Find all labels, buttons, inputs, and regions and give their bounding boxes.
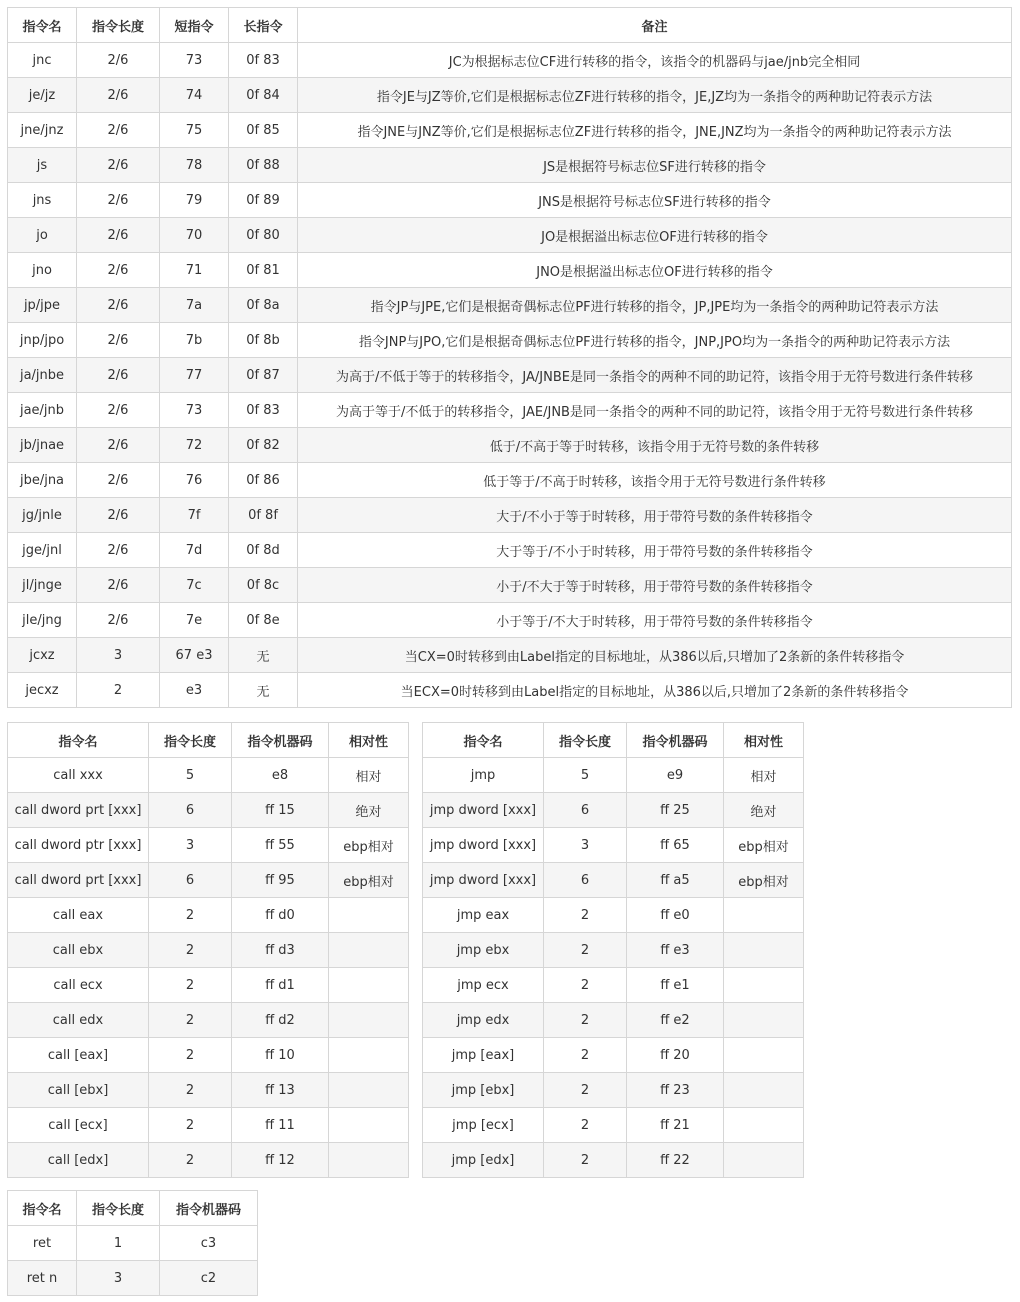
table-cell: call eax xyxy=(8,898,149,933)
table-row xyxy=(8,1226,258,1261)
table-cell: jae/jnb xyxy=(8,393,77,428)
table-cell: jle/jng xyxy=(8,603,77,638)
table-cell xyxy=(724,1073,804,1108)
table-row xyxy=(8,603,1012,638)
table-cell: 7e xyxy=(160,603,229,638)
table-cell: jg/jnle xyxy=(8,498,77,533)
table-cell: jmp [ecx] xyxy=(423,1108,544,1143)
table-cell: 2 xyxy=(77,673,160,708)
table-cell: e8 xyxy=(232,758,329,793)
table-cell xyxy=(724,898,804,933)
table-cell xyxy=(329,1073,409,1108)
table-row xyxy=(423,1073,804,1108)
table-cell: 2/6 xyxy=(77,533,160,568)
jmp-instruction-table xyxy=(422,722,804,1178)
table-cell: 2/6 xyxy=(77,603,160,638)
column-header: 指令长度 xyxy=(77,1191,160,1226)
table-cell: 75 xyxy=(160,113,229,148)
table-cell: 2/6 xyxy=(77,218,160,253)
table-row xyxy=(8,358,1012,393)
column-header: 相对性 xyxy=(724,723,804,758)
table-cell: e3 xyxy=(160,673,229,708)
table-cell: 0f 87 xyxy=(229,358,298,393)
table-cell: ff 15 xyxy=(232,793,329,828)
table-cell: call edx xyxy=(8,1003,149,1038)
table-cell: 2 xyxy=(544,933,627,968)
table-row xyxy=(423,1038,804,1073)
table-cell: 2/6 xyxy=(77,428,160,463)
table-cell: ff 65 xyxy=(627,828,724,863)
table-cell: 0f 8f xyxy=(229,498,298,533)
table-cell: 相对 xyxy=(724,758,804,793)
table-cell: ff 23 xyxy=(627,1073,724,1108)
table-cell: c3 xyxy=(160,1226,258,1261)
column-header: 指令机器码 xyxy=(160,1191,258,1226)
table-cell: jmp edx xyxy=(423,1003,544,1038)
table-cell: 相对 xyxy=(329,758,409,793)
table-cell: 3 xyxy=(77,1261,160,1296)
table-cell: jmp [eax] xyxy=(423,1038,544,1073)
table-header-row xyxy=(8,8,1012,43)
table-cell: 7c xyxy=(160,568,229,603)
table-row xyxy=(8,673,1012,708)
table-cell: ff d2 xyxy=(232,1003,329,1038)
table-cell: jmp dword [xxx] xyxy=(423,828,544,863)
table-cell: 79 xyxy=(160,183,229,218)
table-cell: 2/6 xyxy=(77,43,160,78)
table-cell: 77 xyxy=(160,358,229,393)
table-cell: 2/6 xyxy=(77,568,160,603)
table-header-row xyxy=(8,1191,258,1226)
call-instruction-table xyxy=(7,722,409,1178)
table-cell: call xxx xyxy=(8,758,149,793)
table-cell: ff e2 xyxy=(627,1003,724,1038)
table-row xyxy=(8,568,1012,603)
table-cell: 绝对 xyxy=(724,793,804,828)
table-cell: ff 55 xyxy=(232,828,329,863)
table-cell: 0f 8b xyxy=(229,323,298,358)
table-cell: 0f 89 xyxy=(229,183,298,218)
table-cell: 6 xyxy=(149,863,232,898)
conditional-jump-table xyxy=(7,7,1012,708)
table-cell: jns xyxy=(8,183,77,218)
table-cell: ret xyxy=(8,1226,77,1261)
table-cell: 0f 83 xyxy=(229,393,298,428)
table-cell: js xyxy=(8,148,77,183)
table-cell: JNO是根据溢出标志位OF进行转移的指令 xyxy=(298,253,1012,288)
table-cell: 2/6 xyxy=(77,393,160,428)
column-header: 指令名 xyxy=(8,1191,77,1226)
table-cell: ff 95 xyxy=(232,863,329,898)
table-row xyxy=(8,898,409,933)
table-cell: jp/jpe xyxy=(8,288,77,323)
table-cell: call dword prt [xxx] xyxy=(8,793,149,828)
table-cell: 76 xyxy=(160,463,229,498)
table-cell: 6 xyxy=(544,863,627,898)
table-cell: 为高于/不低于等于的转移指令，JA/JNBE是同一条指令的两种不同的助记符，该指令用于无符号数进行条件转移 xyxy=(298,358,1012,393)
table-cell: 7a xyxy=(160,288,229,323)
table-cell: 0f 8a xyxy=(229,288,298,323)
table-cell: 2 xyxy=(544,1108,627,1143)
table-cell: 2 xyxy=(149,1038,232,1073)
table-row xyxy=(8,533,1012,568)
table-cell: ff 22 xyxy=(627,1143,724,1178)
table-cell: 当CX=0时转移到由Label指定的目标地址，从386以后,只增加了2条新的条件转移指令 xyxy=(298,638,1012,673)
table-row xyxy=(8,183,1012,218)
table-cell: ff e0 xyxy=(627,898,724,933)
table-cell: ff a5 xyxy=(627,863,724,898)
table-cell: 73 xyxy=(160,393,229,428)
table-cell: 低于/不高于等于时转移，该指令用于无符号数的条件转移 xyxy=(298,428,1012,463)
table-cell: 0f 85 xyxy=(229,113,298,148)
table-row xyxy=(8,933,409,968)
table-cell: 2/6 xyxy=(77,288,160,323)
table-cell: 0f 82 xyxy=(229,428,298,463)
table-cell: 3 xyxy=(149,828,232,863)
table-cell: 7d xyxy=(160,533,229,568)
table-cell: jecxz xyxy=(8,673,77,708)
table-cell: 7f xyxy=(160,498,229,533)
table-cell: 67 e3 xyxy=(160,638,229,673)
table-cell: call ebx xyxy=(8,933,149,968)
table-cell: call [ebx] xyxy=(8,1073,149,1108)
table-cell: 3 xyxy=(77,638,160,673)
table-cell: jnp/jpo xyxy=(8,323,77,358)
table-cell: 70 xyxy=(160,218,229,253)
table-cell: jmp ebx xyxy=(423,933,544,968)
table-cell: 2 xyxy=(149,898,232,933)
table-cell: 0f 84 xyxy=(229,78,298,113)
column-header: 短指令 xyxy=(160,8,229,43)
table-cell: jmp eax xyxy=(423,898,544,933)
table-cell xyxy=(329,898,409,933)
table-row xyxy=(423,758,804,793)
table-cell: 2 xyxy=(544,898,627,933)
table-cell: 2 xyxy=(544,1073,627,1108)
table-cell: ja/jnbe xyxy=(8,358,77,393)
table-cell: 小于/不大于等于时转移，用于带符号数的条件转移指令 xyxy=(298,568,1012,603)
table-row xyxy=(423,898,804,933)
column-header: 指令名 xyxy=(8,723,149,758)
table-cell: JC为根据标志位CF进行转移的指令，该指令的机器码与jae/jnb完全相同 xyxy=(298,43,1012,78)
table-row xyxy=(423,863,804,898)
table-row xyxy=(8,43,1012,78)
table-row xyxy=(8,638,1012,673)
table-cell: ff d3 xyxy=(232,933,329,968)
column-header: 相对性 xyxy=(329,723,409,758)
table-cell: 2 xyxy=(544,968,627,1003)
table-cell: jl/jnge xyxy=(8,568,77,603)
table-cell: jo xyxy=(8,218,77,253)
table-row xyxy=(423,968,804,1003)
table-row xyxy=(8,78,1012,113)
table-cell: jb/jnae xyxy=(8,428,77,463)
table-cell: 78 xyxy=(160,148,229,183)
table-cell: ff 25 xyxy=(627,793,724,828)
table-cell: ebp相对 xyxy=(724,828,804,863)
table-cell: 2/6 xyxy=(77,78,160,113)
column-header: 指令长度 xyxy=(544,723,627,758)
table-row xyxy=(8,148,1012,183)
table-cell: ff d1 xyxy=(232,968,329,1003)
table-cell: 0f 81 xyxy=(229,253,298,288)
table-cell: call [ecx] xyxy=(8,1108,149,1143)
table-cell: 指令JE与JZ等价,它们是根据标志位ZF进行转移的指令，JE,JZ均为一条指令的两种助记符表示方法 xyxy=(298,78,1012,113)
table-row xyxy=(8,323,1012,358)
table-row xyxy=(423,1143,804,1178)
table-cell xyxy=(329,1143,409,1178)
table-cell: 0f 88 xyxy=(229,148,298,183)
table-cell: 当ECX=0时转移到由Label指定的目标地址，从386以后,只增加了2条新的条件转移指令 xyxy=(298,673,1012,708)
table-cell xyxy=(724,968,804,1003)
table-cell: 低于等于/不高于时转移，该指令用于无符号数进行条件转移 xyxy=(298,463,1012,498)
ret-instruction-table xyxy=(7,1190,258,1296)
table-cell: 2 xyxy=(149,1143,232,1178)
table-cell: 0f 8d xyxy=(229,533,298,568)
table-cell: call ecx xyxy=(8,968,149,1003)
table-cell: 6 xyxy=(149,793,232,828)
table-cell: ff 21 xyxy=(627,1108,724,1143)
table-cell: jbe/jna xyxy=(8,463,77,498)
table-cell: 2/6 xyxy=(77,148,160,183)
table-cell: 74 xyxy=(160,78,229,113)
table-row xyxy=(8,1261,258,1296)
table-row xyxy=(423,793,804,828)
table-cell: jmp ecx xyxy=(423,968,544,1003)
table-cell xyxy=(724,1143,804,1178)
table-cell: ebp相对 xyxy=(329,863,409,898)
table-cell: 0f 8e xyxy=(229,603,298,638)
table-cell: 1 xyxy=(77,1226,160,1261)
table-row xyxy=(8,968,409,1003)
table-cell xyxy=(329,968,409,1003)
table-cell: 无 xyxy=(229,638,298,673)
table-cell: 2 xyxy=(149,1108,232,1143)
table-row xyxy=(8,393,1012,428)
table-cell: ff e3 xyxy=(627,933,724,968)
table-cell: 5 xyxy=(149,758,232,793)
table-cell: jno xyxy=(8,253,77,288)
table-cell: 72 xyxy=(160,428,229,463)
table-cell: jmp [edx] xyxy=(423,1143,544,1178)
table-cell: jmp dword [xxx] xyxy=(423,863,544,898)
table-cell: call [edx] xyxy=(8,1143,149,1178)
table-cell: c2 xyxy=(160,1261,258,1296)
table-cell: 2/6 xyxy=(77,463,160,498)
table-cell: 2/6 xyxy=(77,498,160,533)
table-cell: 3 xyxy=(544,828,627,863)
table-row xyxy=(423,1108,804,1143)
table-cell: 5 xyxy=(544,758,627,793)
table-cell: ff 10 xyxy=(232,1038,329,1073)
table-cell: ebp相对 xyxy=(724,863,804,898)
table-cell: ret n xyxy=(8,1261,77,1296)
table-cell: 2/6 xyxy=(77,323,160,358)
table-row xyxy=(8,1003,409,1038)
table-cell: 指令JNE与JNZ等价,它们是根据标志位ZF进行转移的指令，JNE,JNZ均为一条指令的两种助记符表示方法 xyxy=(298,113,1012,148)
table-cell: JS是根据符号标志位SF进行转移的指令 xyxy=(298,148,1012,183)
table-cell: 2 xyxy=(149,933,232,968)
table-cell: jcxz xyxy=(8,638,77,673)
table-cell: jmp [ebx] xyxy=(423,1073,544,1108)
table-header-row xyxy=(423,723,804,758)
table-cell xyxy=(329,1038,409,1073)
table-cell: 6 xyxy=(544,793,627,828)
table-cell: 0f 8c xyxy=(229,568,298,603)
table-cell: 0f 86 xyxy=(229,463,298,498)
table-cell: ff e1 xyxy=(627,968,724,1003)
table-cell: 0f 83 xyxy=(229,43,298,78)
table-row xyxy=(8,1038,409,1073)
table-row xyxy=(8,253,1012,288)
table-cell: 绝对 xyxy=(329,793,409,828)
table-cell: 2/6 xyxy=(77,358,160,393)
table-cell: ff d0 xyxy=(232,898,329,933)
table-cell: 73 xyxy=(160,43,229,78)
table-row xyxy=(423,1003,804,1038)
table-row xyxy=(8,218,1012,253)
table-cell: jmp dword [xxx] xyxy=(423,793,544,828)
table-cell: 2/6 xyxy=(77,183,160,218)
table-row xyxy=(8,113,1012,148)
table-cell xyxy=(329,1003,409,1038)
table-cell xyxy=(329,933,409,968)
table-cell: 71 xyxy=(160,253,229,288)
table-row xyxy=(423,828,804,863)
table-row xyxy=(8,793,409,828)
table-cell: ff 11 xyxy=(232,1108,329,1143)
table-cell: 2 xyxy=(149,1073,232,1108)
table-row xyxy=(8,428,1012,463)
table-cell: 2/6 xyxy=(77,253,160,288)
table-cell: jge/jnl xyxy=(8,533,77,568)
table-cell xyxy=(724,1003,804,1038)
table-cell: 2 xyxy=(149,968,232,1003)
table-cell: ebp相对 xyxy=(329,828,409,863)
column-header: 指令长度 xyxy=(149,723,232,758)
table-row xyxy=(8,498,1012,533)
table-cell: 7b xyxy=(160,323,229,358)
table-row xyxy=(8,463,1012,498)
column-header: 指令机器码 xyxy=(627,723,724,758)
table-row xyxy=(8,288,1012,323)
table-cell: 0f 80 xyxy=(229,218,298,253)
column-header: 指令机器码 xyxy=(232,723,329,758)
table-cell: jnc xyxy=(8,43,77,78)
table-row xyxy=(423,933,804,968)
table-row xyxy=(8,1073,409,1108)
column-header: 指令名 xyxy=(8,8,77,43)
table-cell xyxy=(724,1038,804,1073)
table-cell: 2 xyxy=(149,1003,232,1038)
table-row xyxy=(8,1108,409,1143)
table-cell: 指令JNP与JPO,它们是根据奇偶标志位PF进行转移的指令，JNP,JPO均为一条指令的两种助记符表示方法 xyxy=(298,323,1012,358)
table-cell: 大于/不小于等于时转移，用于带符号数的条件转移指令 xyxy=(298,498,1012,533)
table-cell: JNS是根据符号标志位SF进行转移的指令 xyxy=(298,183,1012,218)
table-cell: 2/6 xyxy=(77,113,160,148)
table-cell: 2 xyxy=(544,1003,627,1038)
table-cell: 无 xyxy=(229,673,298,708)
table-cell: jmp xyxy=(423,758,544,793)
table-cell xyxy=(724,1108,804,1143)
column-header: 长指令 xyxy=(229,8,298,43)
table-header-row xyxy=(8,723,409,758)
table-cell: JO是根据溢出标志位OF进行转移的指令 xyxy=(298,218,1012,253)
column-header: 备注 xyxy=(298,8,1012,43)
table-row xyxy=(8,828,409,863)
table-cell: 小于等于/不大于时转移，用于带符号数的条件转移指令 xyxy=(298,603,1012,638)
table-cell: 2 xyxy=(544,1143,627,1178)
table-cell: je/jz xyxy=(8,78,77,113)
table-row xyxy=(8,863,409,898)
table-cell: 指令JP与JPE,它们是根据奇偶标志位PF进行转移的指令，JP,JPE均为一条指令的两种助记符表示方法 xyxy=(298,288,1012,323)
table-cell xyxy=(724,933,804,968)
table-row xyxy=(8,758,409,793)
table-cell: ff 12 xyxy=(232,1143,329,1178)
table-cell: jne/jnz xyxy=(8,113,77,148)
table-cell: 2 xyxy=(544,1038,627,1073)
table-cell: 大于等于/不小于时转移，用于带符号数的条件转移指令 xyxy=(298,533,1012,568)
table-cell: 为高于等于/不低于的转移指令，JAE/JNB是同一条指令的两种不同的助记符，该指令用于无符号数进行条件转移 xyxy=(298,393,1012,428)
column-header: 指令名 xyxy=(423,723,544,758)
column-header: 指令长度 xyxy=(77,8,160,43)
table-cell: e9 xyxy=(627,758,724,793)
table-cell: call [eax] xyxy=(8,1038,149,1073)
table-cell: call dword prt [xxx] xyxy=(8,863,149,898)
table-cell: call dword ptr [xxx] xyxy=(8,828,149,863)
table-cell: ff 20 xyxy=(627,1038,724,1073)
table-cell: ff 13 xyxy=(232,1073,329,1108)
table-cell xyxy=(329,1108,409,1143)
table-row xyxy=(8,1143,409,1178)
